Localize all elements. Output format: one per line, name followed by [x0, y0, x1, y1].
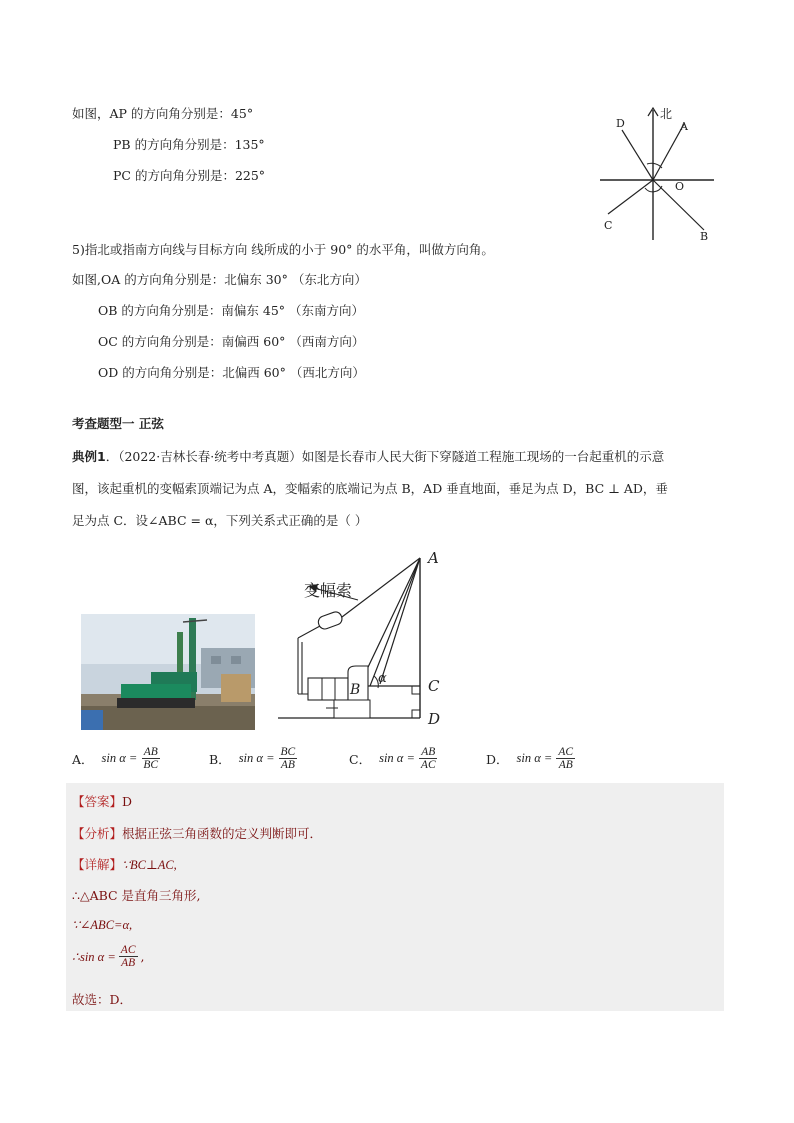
- option-b-lhs: sin α =: [238, 751, 275, 765]
- text-ap-angle: 如图，AP 的方向角分别是：45°: [72, 106, 254, 121]
- detail-line-2: ∴△ABC 是直角三角形,: [72, 888, 201, 903]
- example-label: 典例1: [72, 449, 106, 464]
- answer-value: D: [122, 794, 133, 809]
- detail-4-fraction: [119, 944, 138, 969]
- text-oa-angle: 如图,OA 的方向角分别是：北偏东 30° （东北方向）: [72, 272, 367, 287]
- option-d-num: AC: [558, 746, 574, 758]
- text-oc-angle: OC 的方向角分别是：南偏西 60° （西南方向）: [98, 334, 365, 349]
- compass-b-label: B: [700, 230, 709, 243]
- option-b-letter: B．: [209, 751, 231, 767]
- option-a-letter: A．: [72, 751, 94, 767]
- text-direction-rule: 5)指北或指南方向线与目标方向 线所成的小于 90° 的水平角，叫做方向角。: [72, 242, 494, 257]
- detail-text-1: ∵BC⊥AC,: [122, 858, 177, 872]
- detail-line-1: [72, 855, 177, 873]
- option-b-num: BC: [280, 746, 296, 758]
- alpha-label: α: [378, 671, 387, 686]
- point-b-label: B: [350, 682, 361, 698]
- crane-schematic: [278, 548, 448, 730]
- option-a-fraction: [141, 746, 160, 771]
- option-b-den: AB: [280, 759, 295, 771]
- point-d-label: D: [428, 710, 441, 728]
- text-pb-angle: PB 的方向角分别是：135°: [113, 137, 265, 152]
- detail-4-num: AC: [120, 944, 136, 956]
- compass-o-label: O: [675, 180, 685, 193]
- answer-tag: 【答案】: [72, 794, 123, 809]
- option-d-fraction: [556, 746, 575, 771]
- cable-label: 变幅索: [304, 581, 353, 600]
- detail-4-tail: ,: [140, 949, 145, 964]
- detail-line-4: [72, 944, 144, 969]
- answer-line: [72, 792, 132, 810]
- example-line-3: 足为点 C．设∠ABC = α，下列关系式正确的是（ ）: [72, 513, 368, 528]
- analysis-line: [72, 824, 322, 842]
- option-c-letter: C．: [349, 751, 372, 767]
- option-a[interactable]: [72, 746, 160, 771]
- option-a-num: AB: [143, 746, 158, 758]
- option-d-letter: D．: [486, 751, 509, 767]
- point-a-label: A: [428, 549, 439, 567]
- crane-photo: [81, 614, 255, 730]
- option-b-fraction: [279, 746, 298, 771]
- option-b[interactable]: [209, 746, 297, 771]
- example-line-1: [72, 447, 664, 465]
- section-title: 考查题型一 正弦: [72, 416, 164, 431]
- option-c[interactable]: [349, 746, 438, 771]
- text-ob-angle: OB 的方向角分别是：南偏东 45° （东南方向）: [98, 303, 365, 318]
- compass-north-label: 北: [660, 107, 673, 121]
- detail-4-den: AB: [121, 957, 136, 969]
- option-a-lhs: sin α =: [101, 751, 138, 765]
- example-text-1: ．（2022·吉林长春·统考中考真题）如图是长春市人民大街下穿隧道工程施工现场的一台起重机的示意: [105, 449, 665, 464]
- option-a-den: BC: [143, 759, 159, 771]
- option-c-lhs: sin α =: [379, 751, 415, 765]
- detail-line-3: ∵∠ABC=α,: [72, 918, 133, 932]
- compass-a-label: A: [680, 120, 688, 133]
- detail-4-lhs: ∴sin α =: [72, 949, 116, 964]
- option-c-num: AB: [421, 746, 436, 758]
- analysis-tag: 【分析】: [72, 826, 123, 841]
- compass-c-label: C: [604, 219, 613, 232]
- compass-diagram: [596, 102, 718, 244]
- analysis-text: 根据正弦三角函数的定义判断即可．: [122, 826, 323, 841]
- option-d-lhs: sin α =: [516, 751, 553, 765]
- example-line-2: 图，该起重机的变幅索顶端记为点 A，变幅索的底端记为点 B，AD 垂直地面，垂足为点 D，BC ⊥ AD，垂: [72, 481, 668, 496]
- option-d-den: AB: [558, 759, 573, 771]
- point-c-label: C: [428, 677, 440, 695]
- text-od-angle: OD 的方向角分别是：北偏西 60° （西北方向）: [98, 365, 365, 380]
- option-c-den: AC: [420, 759, 436, 771]
- detail-tag: 【详解】: [72, 857, 123, 872]
- text-pc-angle: PC 的方向角分别是：225°: [113, 168, 266, 183]
- choose-line: 故选：D．: [72, 992, 133, 1007]
- option-c-fraction: [419, 746, 438, 771]
- option-d[interactable]: [486, 746, 575, 771]
- compass-d-label: D: [616, 117, 625, 130]
